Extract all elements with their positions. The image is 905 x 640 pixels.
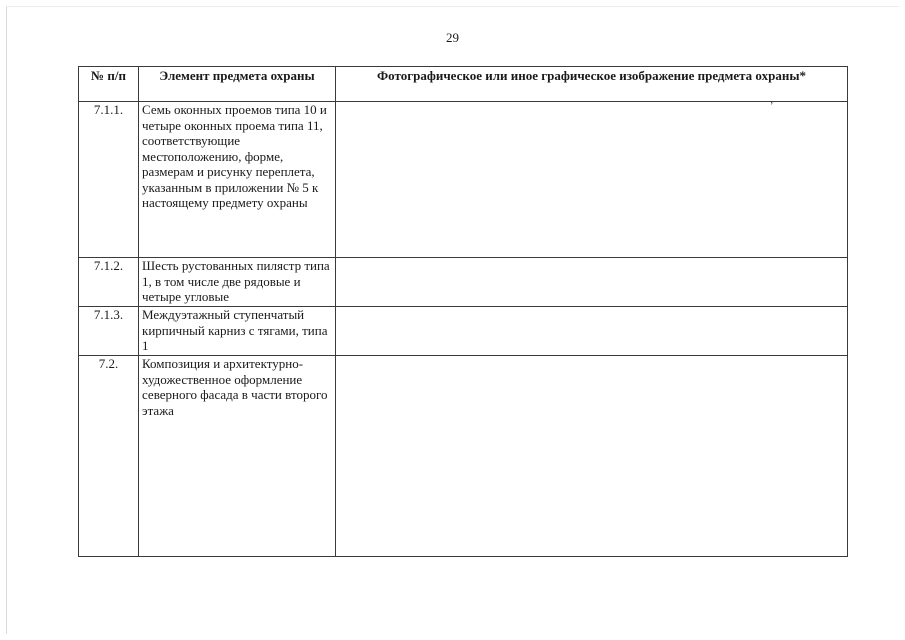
row-image-cell: [336, 258, 848, 307]
table-header-row: [79, 67, 848, 102]
table-row: [79, 258, 848, 307]
page-number: 29: [446, 30, 459, 45]
row-number: 7.1.1.: [79, 102, 139, 258]
row-number: 7.1.2.: [79, 258, 139, 307]
table-row: [79, 356, 848, 557]
row-image-cell: [336, 307, 848, 356]
header-element: Элемент предмета охраны: [139, 67, 336, 102]
row-element: Междуэтажный ступенчатый кирпичный карниз с тягами, типа 1: [139, 307, 336, 356]
row-image-cell: [336, 356, 848, 557]
row-element: Шесть рустованных пилястр типа 1, в том числе две рядовые и четыре угловые: [139, 258, 336, 307]
header-num: № п/п: [79, 67, 139, 102]
protection-table: [78, 66, 848, 557]
header-image: Фотографическое или иное графическое изображение предмета охраны*: [336, 67, 848, 102]
table-row: [79, 307, 848, 356]
row-element: Композиция и архитектурно-художественное оформление северного фасада в части второго этажа: [139, 356, 336, 557]
row-number: 7.1.3.: [79, 307, 139, 356]
row-element: Семь оконных проемов типа 10 и четыре оконных проема типа 11, соответствующие местоположению, форме, размерам и рисунку переплета, указанным в приложении № 5 к настоящему предмету охраны: [139, 102, 336, 258]
table-row: [79, 102, 848, 258]
row-image-cell: [336, 102, 848, 258]
scan-mark: ’: [770, 101, 774, 112]
row-number: 7.2.: [79, 356, 139, 557]
